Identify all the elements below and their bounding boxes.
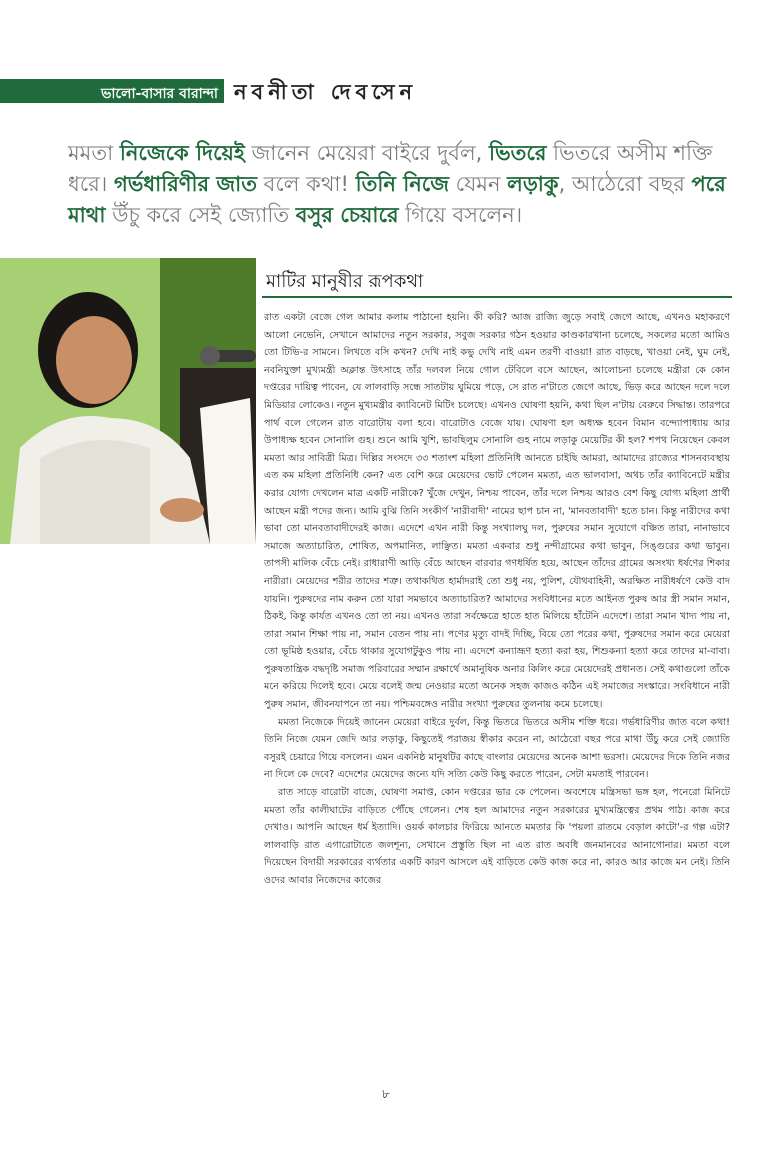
- article-paragraph: রাত সাড়ে বারোটা বাজে, ঘোষণা সমাপ্ত, কোন দপ্তরের ভার কে পেলেন। অবশেষে মন্ত্রিসভা ভঙ্গ হল, পনেরো মিনিটে মমতা তাঁর কালীঘাটের বাড়িতে পৌঁছে গেলেন। শেষ হল আমাদের নতুন সরকারের মুখ্যমন্ত্রিত্বের প্রথম পাঠ। কাজ করে দেখাও। আপনি আছেন ধর্ম ইত্যাদি। ওয়র্ক কালচার ফিরিয়ে আনতে মমতার কি 'পয়লা রাতমে বেড়াল কাটো'-র গল্প এটা? লালবাড়ি রাত এগারোটাতে জলশূন্য, সেখানে প্রস্তুতি ছিল না এত রাত অবধি জনমানবের আনাগোনার। মমতা বলে দিয়েছেন বিদায়ী সরকারের ব্যর্থতার একটি কারণ আসলে এই বাড়িতে কেউ কাজ করে না, কারও আর কাজে মন নেই। তিনি ওদের আবার নিজেদের কাজের: [264, 787, 730, 886]
- pull-quote: [68, 138, 728, 231]
- pull-quote-highlight: পরে মাথা: [68, 172, 726, 227]
- pull-quote-text: যেমন: [449, 172, 508, 196]
- pull-quote-text: জানেন মেয়েরা বাইরে দুর্বল,: [244, 141, 489, 165]
- pull-quote-highlight: লড়াকু: [507, 172, 559, 196]
- page-number: ৮: [382, 1087, 390, 1101]
- pull-quote-text: , আঠেরো বছর: [558, 172, 692, 196]
- pull-quote-text: ভিতরে অসীম শক্তি ধরে।: [68, 141, 713, 196]
- pull-quote-text: বলে কথা!: [257, 172, 356, 196]
- pull-quote-highlight: বসুর চেয়ারে: [295, 203, 399, 227]
- column-header-bar: [0, 79, 224, 103]
- article-photo: [0, 258, 256, 544]
- article-paragraph: মমতা নিজেকে দিয়েই জানেন মেয়েরা বাইরে দুর্বল, কিন্তু ভিতরে ভিতরে অসীম শক্তি ধরে। গর্ভধারিণীর জাত বলে কথা! তিনি নিজে যেমন জেদি আর লড়াকু, কিছুতেই পরাজয় স্বীকার করেন না, আঠেরো বছর পরে মাথা উঁচু করে সেই জ্যোতি বসুরই চেয়ারে গিয়ে বসলেন। এমন একনিষ্ঠ মানুষটির কাছে বাংলার মেয়েদের অনেক আশা ভরসা। মেয়েদের দিকে তিনি নজর না দিলে কে দেবে? এদেশের মেয়েদের জন্যে যদি সত্যি কেউ কিছু করতে পারেন, সেটা মমতাই পারবেন।: [264, 716, 730, 781]
- article-paragraph: রাত একটা বেজে গেল আমার কলাম পাঠানো হয়নি। কী করি? আজ রাজ্যি জুড়ে সবাই জেগে আছে, এখনও মহাকরণে আলো নেভেনি, সেখানে আমাদের নতুন সরকার, সবুজ সরকার গঠন হওয়ার কাণ্ডকারখানা চলেছে, সকলের মতো আমিও তো টিভি-র সামনে। লিখতে বসি কখন? দেখি নাই কভু দেখি নাই এমন তরণী বাওয়া! রাত বাড়ছে, খাওয়া নেই, ঘুম নেই, নবনিযুক্তা মুখ্যমন্ত্রী অক্লান্ত উৎসাহে তাঁর দলবল নিয়ে গোল টেবিলে বসে আছেন, আলোচনা চলেছে মন্ত্রীরা কে কোন দপ্তরের দায়িত্ব পাবেন, যে লালবাড়ি সন্ধে সাতটায় ঘুমিয়ে পড়ে, সে রাত ন'টাতে জেগে আছে, ভিড় করে আছেন দলে দলে মিডিয়ার লোকেও। নতুন মুখ্যমন্ত্রীর ক্যাবিনেট মিটিং চলেছে। এখনও ঘোষণা হয়নি, কথা ছিল ন'টায় বেরুবে সিদ্ধান্ত। তারপরে পার্থ বলে গেলেন রাত বারোটায় বলা হবে। বারোটাও বেজে যায়। ঘোষণা হল অধ্যক্ষ হবেন বিমান বন্দ্যোপাধ্যায় আর উপাধ্যক্ষ হবেন সোনালি গুহ। শুনে আমি খুশি, ভাবছিলুম সোনালি গুহ নামে লড়াকু মেয়েটির কী হল? শপথ নিয়েছেন কেবল মমতা আর সাবিত্রী মিত্র। দিল্লির সংসদে ৩৩ শতাংশ মহিলা প্রতিনিধি আনতে চাইছি আমরা, আমাদের রাজ্যের শাসনব্যবস্থায় এত কম মহিলা প্রতিনিধি কেন? এত বেশি করে মেয়েদের ভোট পেলেন মমতা, এত ভালবাসা, অথচ তাঁর ক্যাবিনেটে মন্ত্রীর করার যোগ্য দেখলেন মাত্র একটি নারীকে? খুঁজে দেখুন, নিশ্চয় পাবেন, তাঁর দলে নিশ্চয় আরও বেশ কিছু যোগ্য মহিলা প্রার্থী আছেন মন্ত্রী পদের জন্য। আমি বুঝি তিনি সংকীর্ণ 'নারীবাদী' নামের ছাপ চান না, 'মানবতাবাদী' হতে চান। কিন্তু নারীদের কথা ভাবা তো মানবতাবাদীদেরই কাজ। এদেশে এখন নারী কিন্তু সংখ্যালঘু দল, পুরুষের সমান সুযোগে বঞ্চিত তারা, নানাভাবে সমাজে অত্যাচারিত, শোষিত, অপমানিত, লাঞ্ছিত। মমতা একবার শুধু নন্দীগ্রামের কথা ভাবুন, সিঙ্গুরের কথা ভাবুন। তাপসী মালিক বেঁচে নেই। রাধারাণী আড়ি বেঁচে আছেন বারবার গণধর্ষিত হয়ে, আছেন তাঁদের গ্রামের অসংখ্য ধর্ষণের শিকার নারীরা। মেয়েদের শরীর তাদের শত্রু। তথাকথিত হার্মাদরাই তো শুধু নয়, পুলিশ, যৌথবাহিনী, অরক্ষিত নারীধর্ষণে কেউ বাদ যায়নি। পুরুষদের নাম করুন তো যারা সমভাবে অত্যাচারিত? আমাদের সংবিধানের মতে আইনত পুরুষ আর স্ত্রী সমান সমান, ঠিকই, কিন্তু কার্যত এখনও তো তা নয়। এখনও তারা সর্বক্ষেত্রে হাতে হাত মিলিয়ে হাঁটেনি এদেশে। তারা সমান খাদ্য পায় না, তারা সমান শিক্ষা পায় না, সমান বেতন পায় না। পণের মৃত্যু বাদই দিচ্ছি, বিয়ে তো পরের কথা, পুরুষদের সমান করে মেয়েরা তো ভূমিষ্ঠ হওয়ার, বেঁচে থাকার সুযোগটুকুও পায় না। এদেশে কন্যাভ্রূণ হত্যা করা হয়, শিশুকন্যা হত্যা করে তাদের মা-বাবা। পুরুষতান্ত্রিক বদ্ধদৃষ্টি সমাজ পরিবারের সম্মান রক্ষার্থে অমানুষিক অনার কিলিং করে মেয়েদেরই প্রধানত। সেই কথাগুলো তাঁকে মনে করিয়ে দিলেই হবে। মেয়ে বলেই জন্ম নেওয়ার মতো অনেক সহজ কাজও কঠিন এই সমাজের সংস্কারে। সংবিধানে নারী পুরুষ সমান, জীবনযাপনে তা নয়। পশ্চিমবঙ্গেও নারীর সংখ্যা পুরুষের তুলনায় কমে চলেছে।: [264, 312, 730, 711]
- pull-quote-text: মমতা: [68, 141, 120, 165]
- title-divider: [262, 296, 732, 298]
- article-title: মাটির মানুষীর রূপকথা: [266, 271, 424, 292]
- pull-quote-text: উঁচু করে সেই জ্যোতি: [105, 203, 296, 227]
- pull-quote-highlight: ভিতরে: [488, 141, 547, 165]
- pull-quote-highlight: নিজেকে দিয়েই: [119, 141, 245, 165]
- pull-quote-highlight: তিনি নিজে: [355, 172, 449, 196]
- pull-quote-text: গিয়ে বসলেন।: [398, 203, 523, 227]
- author-name: নবনীতা দেবসেন: [234, 79, 418, 104]
- article-body: [264, 309, 730, 1069]
- pull-quote-highlight: গর্ভধারিণীর জাত: [113, 172, 257, 196]
- column-name: ভালো-বাসার বারান্দা: [100, 86, 218, 102]
